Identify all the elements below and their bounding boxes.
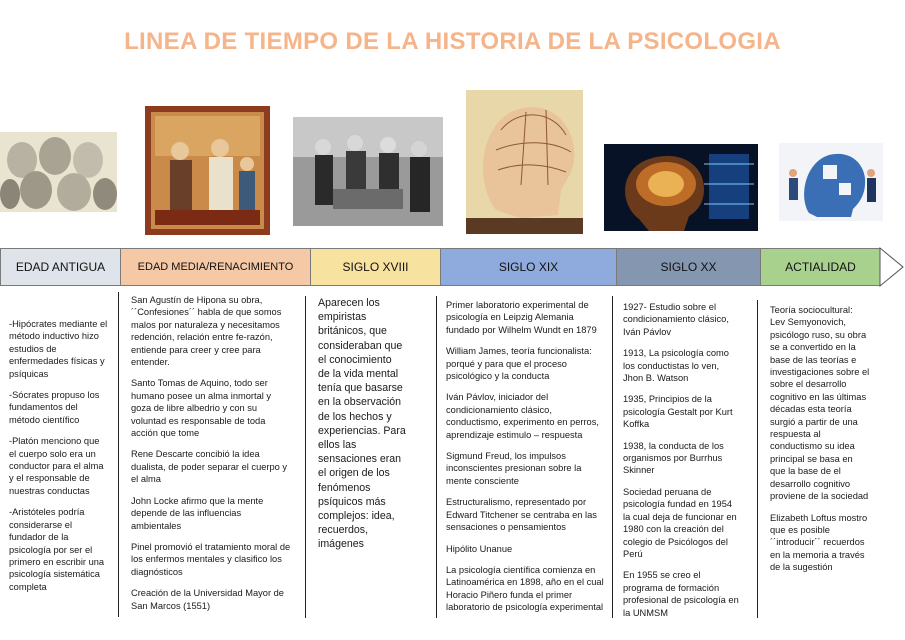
note: La psicología científica comienza en Latinoamérica en 1898, año en el cual Horacio Piñero funda el primer laboratorio de psicología experimental — [446, 564, 604, 613]
medieval-manuscript-image — [145, 106, 270, 235]
note: William James, teoría funcionalista: porqué y para que el proceso psicológico y la conducta — [446, 346, 592, 382]
era-siglo-xix — [440, 248, 617, 286]
era-label: SIGLO XVIII — [342, 260, 409, 274]
column-divider — [118, 292, 119, 617]
siglo-xviii-notes — [318, 296, 406, 561]
philosophers-busts-image — [0, 132, 117, 212]
actualidad-notes — [770, 304, 870, 583]
digital-brain-image — [604, 144, 758, 231]
note: John Locke afirmo que la mente depende de las influencias ambientales — [131, 495, 264, 531]
note: -Hipócrates mediante el método inductivo hizo estudios de enfermedades físicas y psíquicas — [9, 319, 108, 379]
note: Rene Descarte concibió la idea dualista, de poder separar el cuerpo y el alma — [131, 449, 288, 485]
note: 1938, la conducta de los organismos por Burrhus Skinner — [623, 440, 724, 476]
note: -Platón menciono que el cuerpo solo era un conductor para el alma y el responsable de nuestras conductas — [9, 436, 104, 496]
note: Primer laboratorio experimental de psicología en Leipzig Alemania fundado por Wilhelm Wundt en 1879 — [446, 300, 597, 335]
note: Estructuralismo, representado por Edward Titchener se centraba en las sensaciones o pensamientos — [446, 497, 597, 533]
era-edad-antigua — [0, 248, 121, 286]
column-divider — [757, 300, 758, 618]
note: 1913, La psicología como los conductistas lo ven, Jhon B. Watson — [623, 348, 729, 384]
note: Sigmund Freud, los impulsos inconscientes presionan sobre la mente consciente — [446, 451, 582, 486]
era-label: ACTIALIDAD — [785, 260, 856, 274]
note: Pinel promovió el tratamiento moral de los enfermos mentales y clasifico los diagnósticos — [131, 541, 291, 577]
note: 1935, Principios de la psicología Gestalt por Kurt Koffka — [623, 394, 733, 430]
puzzle-head-image — [779, 143, 883, 221]
siglo-xx-notes — [623, 301, 741, 628]
edad-antigua-notes — [9, 318, 109, 602]
era-label: EDAD ANTIGUA — [15, 260, 106, 274]
note: -Sócrates propuso los fundamentos del método científico — [9, 390, 100, 425]
note: Sociedad peruana de psicología fundad en 1954 la cual deja de funcionar en 1980 con la creación del colegio de Psicólogos del Perú — [623, 486, 737, 559]
note: 1927- Estudio sobre el condicionamiento clásico, Iván Pávlov — [623, 302, 729, 337]
note: -Aristóteles podría considerarse el fundador de la psicología por ser el primero en escribir una psicología sistemática completa — [9, 507, 105, 592]
note: Aparecen los empiristas británicos, que consideraban que el conocimiento de la vida mental tenía que basarse en la observación de los hechos y experiencias. Para ellos las sensaciones eran el origen de los fenómenos psíquicos más complejos: idea, recuerdos, imágenes — [318, 297, 406, 551]
era-label: SIGLO XX — [660, 260, 717, 274]
column-divider — [436, 296, 437, 618]
note: Creación de la Universidad Mayor de San Marcos (1551) — [131, 588, 284, 611]
phrenology-head-image — [466, 90, 583, 234]
note: En 1955 se creo el programa de formación profesional de psicología en la UNMSM — [623, 570, 739, 618]
note: Iván Pávlov, iniciador del condicionamiento clásico, conductismo, experimento en perros, aprendizaje estimulo – respuesta — [446, 392, 599, 440]
note: Santo Tomas de Aquino, todo ser humano posee un alma inmortal y goza de libre albedrio y con su voluntad es responsable de toda acción que tome — [131, 378, 272, 439]
page-title: LINEA DE TIEMPO DE LA HISTORIA DE LA PSICOLOGIA — [124, 28, 781, 55]
note: Hipólito Unanue — [446, 543, 513, 554]
wundt-laboratory-photo — [293, 117, 443, 226]
era-label: EDAD MEDIA/RENACIMIENTO — [137, 261, 294, 273]
edad-media-notes — [131, 294, 293, 621]
era-actualidad — [760, 248, 881, 286]
column-divider — [612, 296, 613, 618]
siglo-xix-notes — [446, 299, 606, 623]
note: San Agustín de Hipona su obra, ´´Confesiones´´ habla de que somos malos por naturaleza y necesitamos redención, relación entre fe-razón, entiende para creer y cree para entender. — [131, 295, 282, 368]
era-siglo-xviii — [310, 248, 441, 286]
era-edad-media-renacimiento — [120, 248, 311, 286]
era-label: SIGLO XIX — [498, 260, 559, 274]
note: Teoría sociocultural: Lev Semyonovich, psicólogo ruso, su obra se a convertido en la base de las teorías e investigaciones sobre el sobre el desarrollo cognitivo en las últimas décadas esta teoría surgió a partir de una respuesta al conductismo su idea principal se basa en que la base de el desarrollo cognitivo proviene de la sociedad — [770, 305, 870, 502]
note: Elizabeth Loftus mostro que es posible ´´introducir´´ recuerdos en la memoria a través de la sugestión — [770, 512, 868, 573]
timeline-arrow-icon — [879, 244, 905, 290]
era-siglo-xx — [616, 248, 761, 286]
column-divider — [305, 296, 306, 618]
